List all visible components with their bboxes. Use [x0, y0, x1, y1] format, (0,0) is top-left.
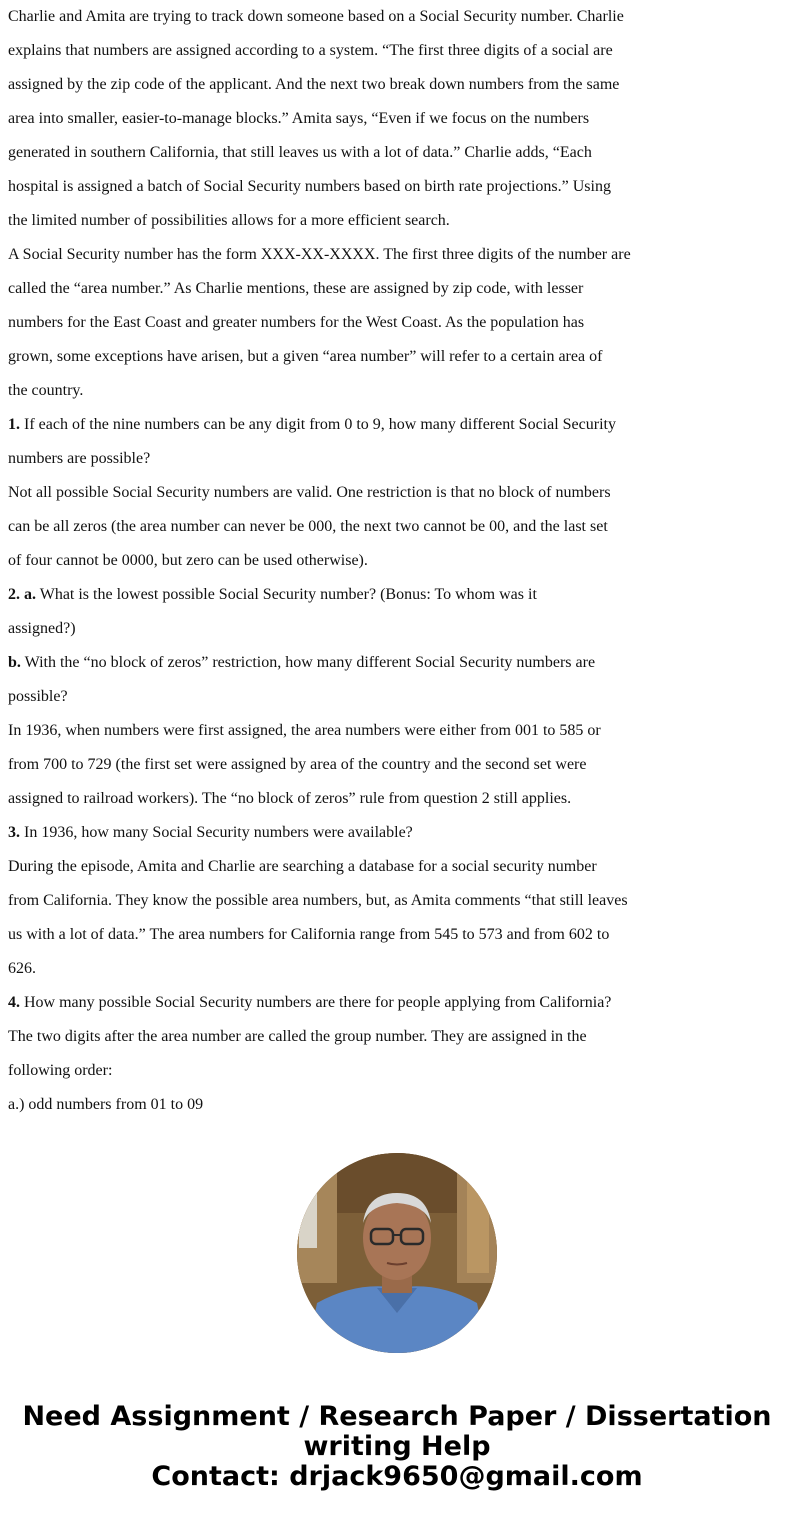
line-text: assigned by the zip code of the applicant. And the next two break down numbers from the same: [8, 76, 620, 93]
text-line: [8, 68, 648, 102]
line-text: In 1936, when numbers were first assigned, the area numbers were either from 001 to 585 or: [8, 722, 601, 739]
promo-line-2: writing Help: [303, 1431, 491, 1462]
promo-banner: [0, 1402, 794, 1492]
text-line: [8, 374, 648, 408]
text-line: [8, 816, 648, 850]
text-line: [8, 918, 648, 952]
line-text: A Social Security number has the form XXX-XX-XXXX. The first three digits of the number are: [8, 246, 631, 263]
line-text: 626.: [8, 960, 36, 977]
line-text: hospital is assigned a batch of Social Security numbers based on birth rate projections.” Using: [8, 178, 611, 195]
promo-contact: Contact: drjack9650@gmail.com: [151, 1461, 643, 1492]
text-line: [8, 102, 648, 136]
text-line: [8, 510, 648, 544]
text-line: [8, 986, 648, 1020]
text-line: [8, 34, 648, 68]
text-line: [8, 1020, 648, 1054]
text-line: [8, 714, 648, 748]
line-text: a.) odd numbers from 01 to 09: [8, 1096, 204, 1113]
line-text: generated in southern California, that still leaves us with a lot of data.” Charlie adds, “Each: [8, 144, 592, 161]
text-line: [8, 612, 648, 646]
question-number: 1.: [8, 416, 20, 433]
line-text: How many possible Social Security numbers are there for people applying from California?: [20, 994, 612, 1011]
question-number: 2. a.: [8, 586, 36, 603]
line-text: In 1936, how many Social Security numbers were available?: [20, 824, 413, 841]
line-text: following order:: [8, 1062, 113, 1079]
text-line: [8, 340, 648, 374]
line-text: from 700 to 729 (the first set were assigned by area of the country and the second set were: [8, 756, 587, 773]
text-line: [8, 306, 648, 340]
line-text: assigned to railroad workers). The “no block of zeros” rule from question 2 still applies.: [8, 790, 572, 807]
text-line: [8, 578, 648, 612]
text-line: [8, 476, 648, 510]
question-number: 3.: [8, 824, 20, 841]
line-text: us with a lot of data.” The area numbers for California range from 545 to 573 and from 602 to: [8, 926, 610, 943]
line-text: numbers are possible?: [8, 450, 151, 467]
text-line: [8, 408, 648, 442]
line-text: called the “area number.” As Charlie mentions, these are assigned by zip code, with lesser: [8, 280, 584, 297]
line-text: of four cannot be 0000, but zero can be used otherwise).: [8, 552, 368, 569]
text-line: [8, 748, 648, 782]
text-line: [8, 204, 648, 238]
line-text: Not all possible Social Security numbers are valid. One restriction is that no block of numbers: [8, 484, 611, 501]
line-text: from California. They know the possible area numbers, but, as Amita comments “that still leaves: [8, 892, 628, 909]
promo-line-1: Need Assignment / Research Paper / Dissertation: [22, 1401, 772, 1432]
text-line: [8, 646, 648, 680]
text-line: [8, 884, 648, 918]
author-photo: [297, 1153, 497, 1353]
line-text: The two digits after the area number are called the group number. They are assigned in the: [8, 1028, 587, 1045]
line-text: assigned?): [8, 620, 76, 637]
line-text: can be all zeros (the area number can never be 000, the next two cannot be 00, and the last set: [8, 518, 608, 535]
line-text: grown, some exceptions have arisen, but a given “area number” will refer to a certain area of: [8, 348, 603, 365]
text-line: [8, 782, 648, 816]
question-number: b.: [8, 654, 21, 671]
text-line: [8, 238, 648, 272]
text-line: [8, 544, 648, 578]
text-line: [8, 850, 648, 884]
text-line: [8, 272, 648, 306]
text-line: [8, 1054, 648, 1088]
text-line: [8, 0, 648, 34]
line-text: the limited number of possibilities allows for a more efficient search.: [8, 212, 450, 229]
line-text: If each of the nine numbers can be any digit from 0 to 9, how many different Social Security: [20, 416, 616, 433]
line-text: numbers for the East Coast and greater numbers for the West Coast. As the population has: [8, 314, 585, 331]
line-text: Charlie and Amita are trying to track down someone based on a Social Security number. Charlie: [8, 8, 624, 25]
text-line: [8, 170, 648, 204]
text-line: [8, 1088, 648, 1122]
question-number: 4.: [8, 994, 20, 1011]
text-line: [8, 442, 648, 476]
line-text: area into smaller, easier-to-manage blocks.” Amita says, “Even if we focus on the numbers: [8, 110, 590, 127]
line-text: With the “no block of zeros” restriction, how many different Social Security numbers are: [20, 654, 596, 671]
text-line: [8, 136, 648, 170]
text-line: [8, 952, 648, 986]
line-text: possible?: [8, 688, 68, 705]
line-text: During the episode, Amita and Charlie are searching a database for a social security number: [8, 858, 597, 875]
portrait-image: [297, 1153, 497, 1353]
document-body: [8, 0, 648, 1122]
text-line: [8, 680, 648, 714]
line-text: the country.: [8, 382, 84, 399]
line-text: What is the lowest possible Social Security number? (Bonus: To whom was it: [36, 586, 537, 603]
line-text: explains that numbers are assigned according to a system. “The first three digits of a social are: [8, 42, 613, 59]
